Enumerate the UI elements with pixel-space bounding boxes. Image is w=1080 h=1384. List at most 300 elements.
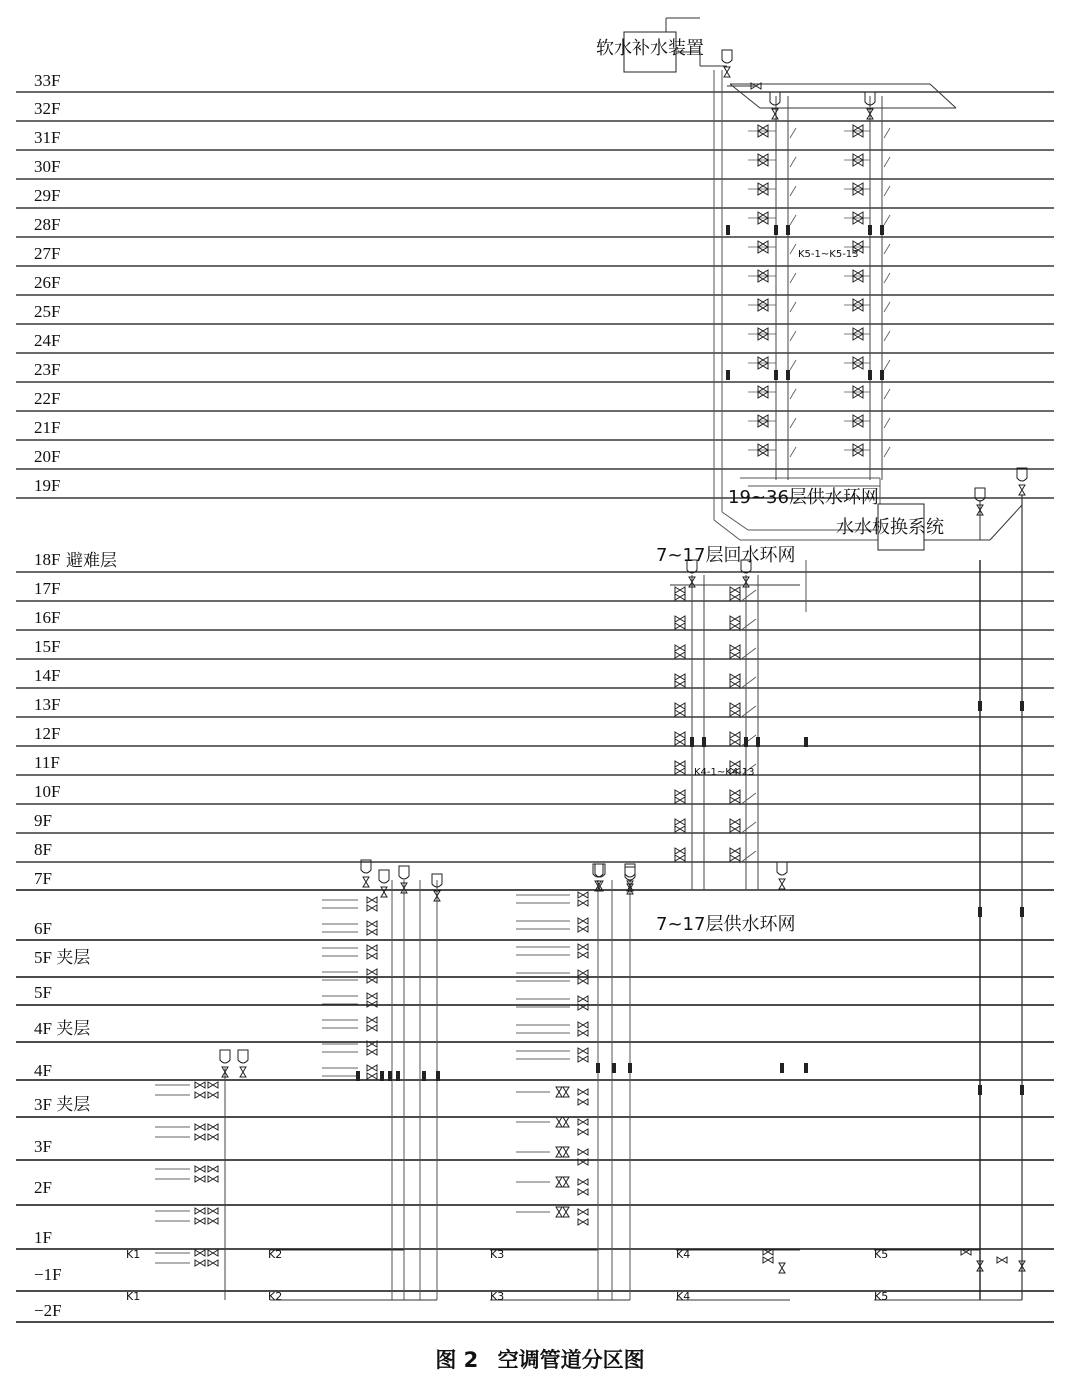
valve-icon — [853, 392, 863, 398]
valve-icon — [1019, 485, 1025, 495]
valve-icon — [758, 270, 768, 276]
zone-k1-label-b2: K1 — [126, 1290, 141, 1303]
flex-joint-icon — [774, 370, 778, 380]
valve-icon — [556, 1207, 562, 1217]
flex-joint-icon — [436, 1071, 440, 1081]
valve-icon — [578, 900, 588, 906]
valve-icon — [853, 241, 863, 247]
expansion-tank-icon — [238, 1050, 248, 1063]
valve-icon — [758, 421, 768, 427]
valve-icon — [730, 739, 740, 745]
flex-joint-icon — [356, 1071, 360, 1081]
pipe-segment — [790, 186, 796, 196]
valve-icon — [675, 739, 685, 745]
valve-icon — [730, 652, 740, 658]
flex-joint-icon — [422, 1071, 426, 1081]
pipe-segment — [884, 157, 890, 167]
expansion-tank-icon — [379, 870, 389, 883]
valve-icon — [675, 732, 685, 738]
zone-k5-label-b1: K5 — [874, 1248, 889, 1261]
valve-icon — [578, 1099, 588, 1105]
flex-joint-icon — [774, 225, 778, 235]
zone-k3-label-b1: K3 — [490, 1248, 505, 1261]
expansion-tank-icon — [220, 1050, 230, 1063]
valve-icon — [853, 160, 863, 166]
valve-icon — [758, 450, 768, 456]
valve-icon — [853, 421, 863, 427]
pipe-segment — [740, 822, 756, 834]
flex-joint-icon — [1020, 1085, 1024, 1095]
valve-icon — [367, 945, 377, 951]
valve-icon — [195, 1250, 205, 1256]
pipe-segment — [884, 389, 890, 399]
floor-label: −2F — [34, 1301, 62, 1320]
pipe-segment — [740, 648, 756, 660]
floor-label: 28F — [34, 215, 61, 234]
valve-icon — [367, 1065, 377, 1071]
flex-joint-icon — [726, 225, 730, 235]
floor-label: 13F — [34, 695, 61, 714]
valve-icon — [367, 1049, 377, 1055]
valve-icon — [853, 131, 863, 137]
pipe-segment — [884, 447, 890, 457]
supply-7-17-label: 7~17层供水环网 — [656, 914, 796, 935]
pipe-segment — [740, 619, 756, 631]
valve-icon — [208, 1208, 218, 1214]
figure-caption — [0, 1344, 1080, 1374]
valve-icon — [853, 125, 863, 131]
valve-icon — [578, 1129, 588, 1135]
floor-label: 27F — [34, 244, 61, 263]
valve-icon — [675, 819, 685, 825]
pipe-segment — [740, 677, 756, 689]
valve-icon — [853, 386, 863, 392]
expansion-tank-icon — [399, 866, 409, 879]
valve-icon — [578, 926, 588, 932]
flex-joint-icon — [868, 370, 872, 380]
pipe-segment — [884, 302, 890, 312]
valve-icon — [675, 681, 685, 687]
pipe-segment — [930, 84, 956, 108]
valve-icon — [367, 921, 377, 927]
valve-icon — [556, 1117, 562, 1127]
valve-icon — [563, 1147, 569, 1157]
flex-joint-icon — [726, 370, 730, 380]
supply-19-36-label: 19~36层供水环网 — [728, 487, 879, 508]
floor-label: 31F — [34, 128, 61, 147]
valve-icon — [578, 1030, 588, 1036]
valve-icon — [578, 892, 588, 898]
return-7-17-label: 7~17层回水环网 — [656, 545, 796, 566]
zone-k2-label-b2: K2 — [268, 1290, 283, 1303]
flex-joint-icon — [880, 370, 884, 380]
valve-icon — [578, 978, 588, 984]
valve-icon — [675, 703, 685, 709]
valve-icon — [578, 1022, 588, 1028]
expansion-tank-icon — [975, 488, 985, 501]
valve-icon — [556, 1087, 562, 1097]
valve-icon — [675, 710, 685, 716]
expansion-tank-icon — [625, 864, 635, 877]
valve-icon — [730, 826, 740, 832]
valve-icon — [578, 944, 588, 950]
pipe-segment — [790, 273, 796, 283]
zone-k1-label-b1: K1 — [126, 1248, 141, 1261]
valve-icon — [675, 826, 685, 832]
flex-joint-icon — [690, 737, 694, 747]
valve-icon — [758, 183, 768, 189]
valve-icon — [763, 1257, 773, 1263]
valve-icon — [758, 125, 768, 131]
valve-icon — [195, 1124, 205, 1130]
pipe-segment — [884, 360, 890, 370]
floor-label: 20F — [34, 447, 61, 466]
valve-icon — [853, 218, 863, 224]
valve-icon — [578, 952, 588, 958]
valve-icon — [758, 386, 768, 392]
valve-icon — [853, 328, 863, 334]
floor-label: 3F 夹层 — [34, 1095, 91, 1114]
valve-icon — [195, 1092, 205, 1098]
valve-icon — [578, 1149, 588, 1155]
valve-icon — [730, 855, 740, 861]
valve-icon — [730, 645, 740, 651]
flex-joint-icon — [804, 1063, 808, 1073]
pipe-segment — [790, 447, 796, 457]
valve-icon — [730, 790, 740, 796]
flex-joint-icon — [380, 1071, 384, 1081]
floor-label: 17F — [34, 579, 61, 598]
valve-icon — [730, 594, 740, 600]
valve-icon — [363, 877, 369, 887]
flex-joint-icon — [1020, 907, 1024, 917]
valve-icon — [578, 970, 588, 976]
valve-icon — [758, 160, 768, 166]
valve-icon — [367, 929, 377, 935]
pipe-segment — [714, 520, 740, 540]
valve-icon — [675, 848, 685, 854]
floor-label: 6F — [34, 919, 52, 938]
valve-icon — [758, 328, 768, 334]
valve-icon — [758, 212, 768, 218]
zone-k2-label-b1: K2 — [268, 1248, 283, 1261]
valve-icon — [853, 363, 863, 369]
valve-icon — [367, 953, 377, 959]
flex-joint-icon — [786, 225, 790, 235]
valve-icon — [578, 1119, 588, 1125]
pipe-segment — [790, 389, 796, 399]
valve-icon — [730, 819, 740, 825]
valve-icon — [730, 587, 740, 593]
expansion-tank-icon — [770, 92, 780, 105]
valve-icon — [853, 154, 863, 160]
valve-icon — [195, 1176, 205, 1182]
valve-icon — [772, 109, 778, 119]
zone-k4-label-b2: K4 — [676, 1290, 691, 1303]
valve-icon — [675, 594, 685, 600]
flex-joint-icon — [702, 737, 706, 747]
valve-icon — [208, 1176, 218, 1182]
valve-icon — [367, 1073, 377, 1079]
valve-icon — [675, 652, 685, 658]
valve-icon — [578, 1048, 588, 1054]
valve-icon — [758, 363, 768, 369]
valve-icon — [556, 1177, 562, 1187]
valve-icon — [367, 977, 377, 983]
valve-icon — [853, 183, 863, 189]
flex-joint-icon — [880, 225, 884, 235]
figure-title: 空调管道分区图 — [497, 1348, 645, 1372]
valve-icon — [853, 189, 863, 195]
valve-icon — [367, 969, 377, 975]
flex-joint-icon — [744, 737, 748, 747]
valve-icon — [675, 761, 685, 767]
valve-icon — [578, 1209, 588, 1215]
valve-icon — [730, 732, 740, 738]
valve-icon — [195, 1260, 205, 1266]
refuge-floor-label: 避难层 — [66, 551, 117, 570]
valve-icon — [208, 1166, 218, 1172]
flex-joint-icon — [756, 737, 760, 747]
pipe-segment — [884, 244, 890, 254]
floor-label: 2F — [34, 1178, 52, 1197]
floor-label: 16F — [34, 608, 61, 627]
floor-label: 24F — [34, 331, 61, 350]
flex-joint-icon — [978, 701, 982, 711]
valve-icon — [758, 189, 768, 195]
valve-icon — [563, 1177, 569, 1187]
valve-icon — [556, 1147, 562, 1157]
softwater-label: 软水补水装置 — [596, 38, 704, 59]
pipe-segment — [884, 128, 890, 138]
zone-k4-label-b1: K4 — [676, 1248, 691, 1261]
valve-icon — [730, 616, 740, 622]
valve-icon — [758, 247, 768, 253]
valve-icon — [724, 67, 730, 77]
zone-k5-label-b2: K5 — [874, 1290, 889, 1303]
floor-label: 11F — [34, 753, 60, 772]
valve-icon — [779, 1263, 785, 1273]
valve-icon — [367, 1017, 377, 1023]
floor-label: 9F — [34, 811, 52, 830]
floor-lines — [16, 92, 1054, 1322]
floor-label: 18F — [34, 550, 61, 569]
pipe-segment — [790, 215, 796, 225]
floor-label: 26F — [34, 273, 61, 292]
valve-icon — [675, 790, 685, 796]
flex-joint-icon — [1020, 701, 1024, 711]
valve-icon — [675, 616, 685, 622]
valve-icon — [758, 131, 768, 137]
pipe-segment — [740, 590, 756, 602]
valve-icon — [730, 797, 740, 803]
pipe-segment — [990, 505, 1022, 540]
valve-icon — [675, 587, 685, 593]
flex-joint-icon — [780, 1063, 784, 1073]
valve-icon — [208, 1260, 218, 1266]
expansion-tank-icon — [722, 50, 732, 63]
flex-joint-icon — [596, 1063, 600, 1073]
flex-joint-icon — [868, 225, 872, 235]
valve-icon — [578, 1219, 588, 1225]
valve-icon — [853, 334, 863, 340]
flex-joint-icon — [388, 1071, 392, 1081]
floor-label: 21F — [34, 418, 61, 437]
valve-icon — [195, 1082, 205, 1088]
valve-icon — [730, 710, 740, 716]
floor-label: 3F — [34, 1137, 52, 1156]
flex-joint-icon — [804, 737, 808, 747]
floor-label: 4F 夹层 — [34, 1019, 91, 1038]
floor-label: −1F — [34, 1265, 62, 1284]
valve-symbols — [195, 50, 1027, 1273]
floor-label: 15F — [34, 637, 61, 656]
valve-icon — [758, 154, 768, 160]
floor-label: 5F — [34, 983, 52, 1002]
valve-icon — [578, 918, 588, 924]
valve-icon — [675, 797, 685, 803]
valve-icon — [758, 218, 768, 224]
valve-icon — [853, 444, 863, 450]
valve-icon — [779, 879, 785, 889]
flex-joint-icon — [978, 1085, 982, 1095]
floor-label: 12F — [34, 724, 61, 743]
floor-label: 19F — [34, 476, 61, 495]
floor-label: 33F — [34, 71, 61, 90]
valve-icon — [853, 415, 863, 421]
floor-labels — [34, 71, 90, 1320]
valve-icon — [208, 1134, 218, 1140]
valve-icon — [853, 299, 863, 305]
pipe-segment — [884, 418, 890, 428]
pipe-segment — [722, 512, 748, 530]
k4-range-label: K4-1~K4-13 — [694, 767, 755, 778]
pipe-segment — [884, 273, 890, 283]
valve-icon — [195, 1208, 205, 1214]
valve-icon — [758, 276, 768, 282]
valve-icon — [367, 993, 377, 999]
valve-icon — [675, 855, 685, 861]
valve-icon — [563, 1207, 569, 1217]
valve-icon — [730, 848, 740, 854]
valve-icon — [997, 1257, 1007, 1263]
valve-icon — [563, 1087, 569, 1097]
pipe-segment — [790, 302, 796, 312]
valve-icon — [853, 357, 863, 363]
valve-icon — [758, 392, 768, 398]
valve-icon — [853, 270, 863, 276]
valve-icon — [675, 645, 685, 651]
valve-icon — [730, 674, 740, 680]
valve-icon — [758, 357, 768, 363]
floor-label: 23F — [34, 360, 61, 379]
flex-joint-icon — [612, 1063, 616, 1073]
valve-icon — [853, 276, 863, 282]
expansion-tank-icon — [777, 862, 787, 875]
valve-icon — [758, 241, 768, 247]
floor-label: 10F — [34, 782, 61, 801]
valve-icon — [367, 1001, 377, 1007]
valve-icon — [758, 415, 768, 421]
valve-icon — [578, 1056, 588, 1062]
valve-icon — [381, 887, 387, 897]
pipe-segment — [884, 331, 890, 341]
floor-label: 1F — [34, 1228, 52, 1247]
valve-icon — [758, 444, 768, 450]
valve-icon — [758, 305, 768, 311]
valve-icon — [367, 897, 377, 903]
valve-icon — [578, 996, 588, 1002]
pipe-segment — [790, 360, 796, 370]
valve-icon — [195, 1218, 205, 1224]
valve-icon — [208, 1218, 218, 1224]
figure-number: 图 2 — [435, 1348, 479, 1372]
pipe-segment — [790, 418, 796, 428]
floor-label: 8F — [34, 840, 52, 859]
valve-icon — [578, 1089, 588, 1095]
valve-icon — [208, 1250, 218, 1256]
expansion-tank-icon — [1017, 468, 1027, 481]
valve-icon — [730, 623, 740, 629]
floor-label: 32F — [34, 99, 61, 118]
pipe-segment — [730, 84, 760, 108]
valve-icon — [853, 450, 863, 456]
valve-icon — [578, 1179, 588, 1185]
floor-label: 30F — [34, 157, 61, 176]
valve-icon — [675, 674, 685, 680]
valve-icon — [675, 768, 685, 774]
floor-label: 25F — [34, 302, 61, 321]
valve-icon — [195, 1166, 205, 1172]
floor-label: 22F — [34, 389, 61, 408]
pipe-segment — [790, 128, 796, 138]
floor-label: 5F 夹层 — [34, 948, 91, 967]
valve-icon — [240, 1067, 246, 1077]
floor-label: 14F — [34, 666, 61, 685]
pipe-segment — [884, 186, 890, 196]
valve-icon — [367, 1025, 377, 1031]
pipe-segment — [740, 706, 756, 718]
flex-joint-icon — [978, 907, 982, 917]
zone-k3-label-b2: K3 — [490, 1290, 505, 1303]
floor-label: 7F — [34, 869, 52, 888]
valve-icon — [195, 1134, 205, 1140]
valve-icon — [208, 1092, 218, 1098]
plate-exchanger-label: 水水板换系统 — [836, 517, 944, 538]
valve-icon — [730, 681, 740, 687]
valve-icon — [578, 1189, 588, 1195]
flex-joint-icon — [396, 1071, 400, 1081]
flex-joint-icon — [628, 1063, 632, 1073]
valve-icon — [208, 1124, 218, 1130]
valve-icon — [730, 703, 740, 709]
valve-icon — [853, 305, 863, 311]
pipe-segment — [740, 793, 756, 805]
valve-icon — [758, 299, 768, 305]
k5-range-label: K5-1~K5-13 — [798, 249, 859, 260]
pipe-segment — [790, 331, 796, 341]
floor-label: 4F — [34, 1061, 52, 1080]
pipe-segment — [790, 157, 796, 167]
pipe-segment — [740, 851, 756, 863]
valve-icon — [675, 623, 685, 629]
floor-label: 29F — [34, 186, 61, 205]
valve-icon — [208, 1082, 218, 1088]
expansion-tank-icon — [625, 867, 635, 880]
valve-icon — [563, 1117, 569, 1127]
valve-icon — [367, 905, 377, 911]
pipe-segment — [884, 215, 890, 225]
